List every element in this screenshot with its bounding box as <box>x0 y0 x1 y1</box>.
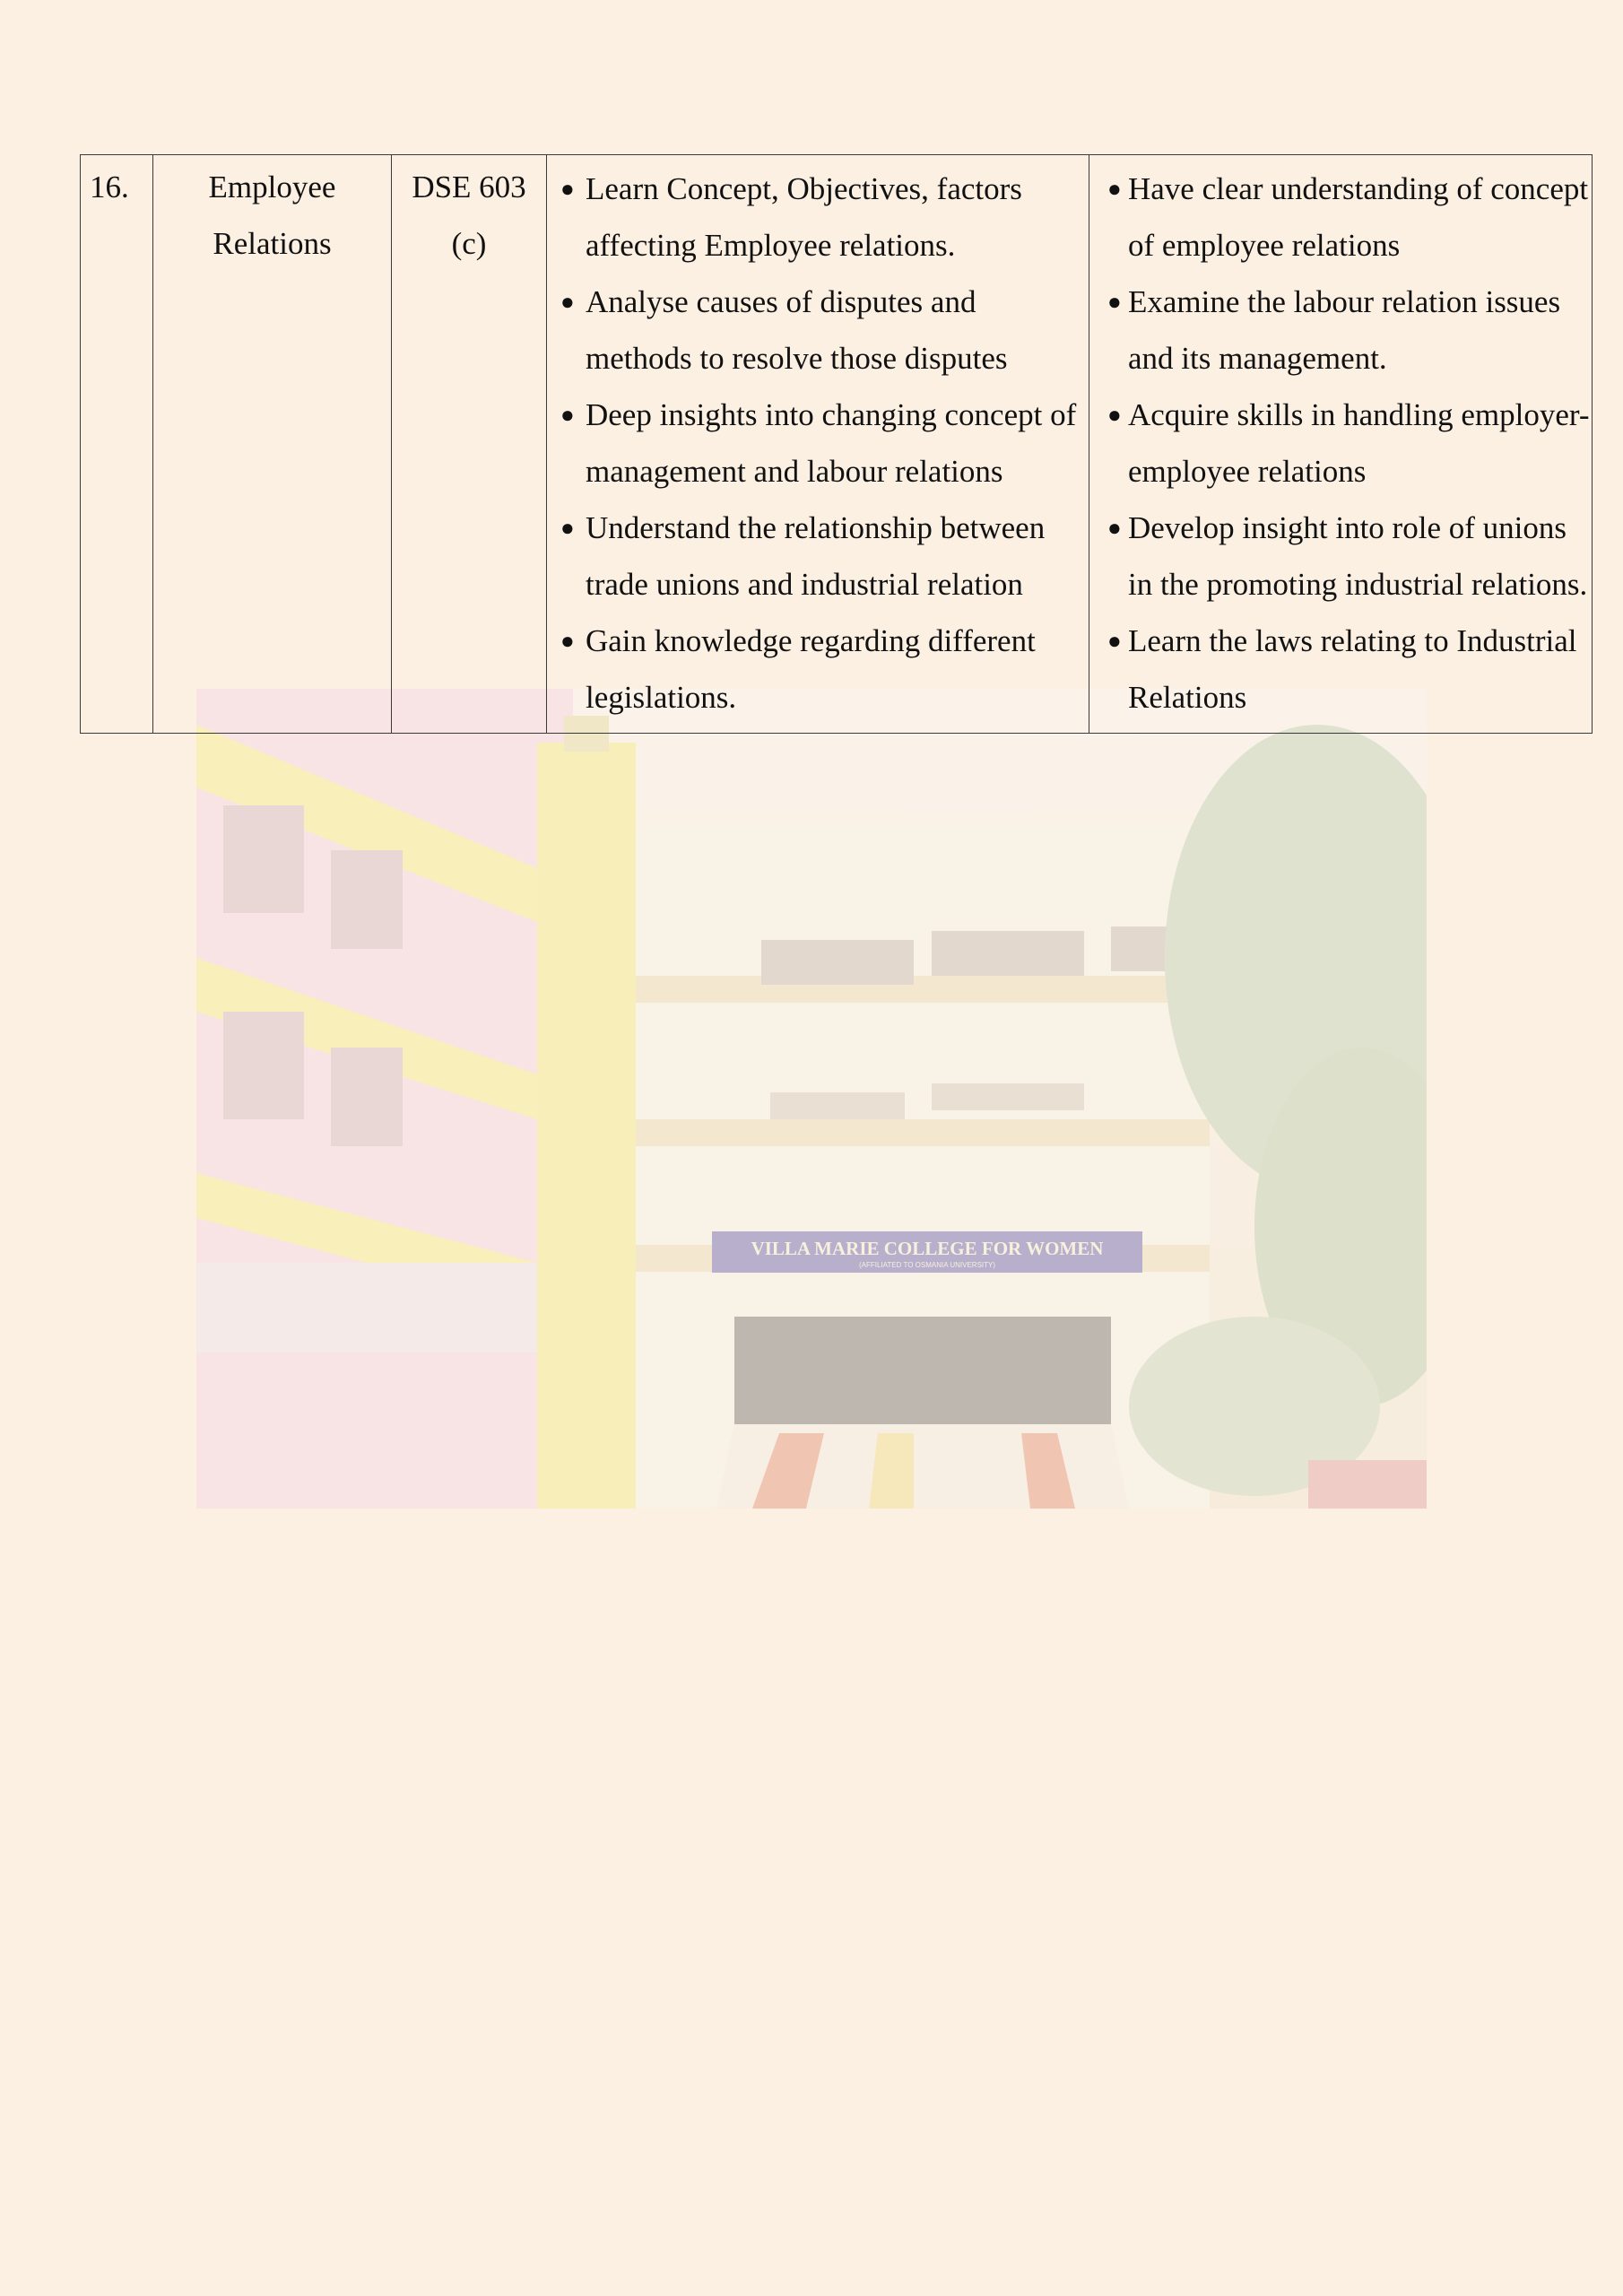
course-name-cell <box>153 155 392 734</box>
bullet-icon: ● <box>1107 176 1122 202</box>
course-name-line-1: Employee <box>208 170 336 204</box>
serial-number: 16. <box>90 170 129 204</box>
bullet-icon: ● <box>1107 515 1122 541</box>
course-code-cell <box>392 155 547 734</box>
list-item: ● Analyse causes of disputes and methods to resolve those disputes <box>547 274 1089 387</box>
list-item: ● Have clear understanding of concept of employee relations <box>1089 161 1592 274</box>
college-building-photo <box>196 689 1427 1509</box>
bullet-icon: ● <box>560 176 575 202</box>
course-code-line-1: DSE 603 <box>412 170 526 204</box>
signboard-subtitle: (AFFILIATED TO OSMANIA UNIVERSITY) <box>858 1261 996 1269</box>
outcomes-list <box>1089 155 1592 733</box>
list-item: ● Acquire skills in handling employer-employee relations <box>1089 387 1592 500</box>
course-outcomes-table <box>80 154 1593 734</box>
outcomes-cell <box>1089 155 1593 734</box>
bullet-icon: ● <box>560 628 575 654</box>
bullet-icon: ● <box>1107 289 1122 315</box>
bullet-icon: ● <box>560 289 575 315</box>
bullet-icon: ● <box>1107 628 1122 654</box>
list-item: ● Learn the laws relating to Industrial Relations <box>1089 613 1592 726</box>
list-item: ● Examine the labour relation issues and its management. <box>1089 274 1592 387</box>
list-item: ● Understand the relationship between trade unions and industrial relation <box>547 500 1089 613</box>
list-item: ● Deep insights into changing concept of management and labour relations <box>547 387 1089 500</box>
course-name-line-2: Relations <box>213 226 332 261</box>
list-item: ● Develop insight into role of unions in the promoting industrial relations. <box>1089 500 1592 613</box>
bullet-icon: ● <box>560 515 575 541</box>
objectives-cell <box>547 155 1089 734</box>
table-row <box>81 155 1593 734</box>
list-item: ● Gain knowledge regarding different legislations. <box>547 613 1089 726</box>
signboard-title: VILLA MARIE COLLEGE FOR WOMEN <box>751 1238 1104 1259</box>
objectives-list <box>547 155 1089 733</box>
list-item: ● Learn Concept, Objectives, factors affecting Employee relations. <box>547 161 1089 274</box>
bullet-icon: ● <box>1107 402 1122 428</box>
serial-number-cell <box>81 155 153 734</box>
bullet-icon: ● <box>560 402 575 428</box>
course-code-line-2: (c) <box>451 226 487 261</box>
